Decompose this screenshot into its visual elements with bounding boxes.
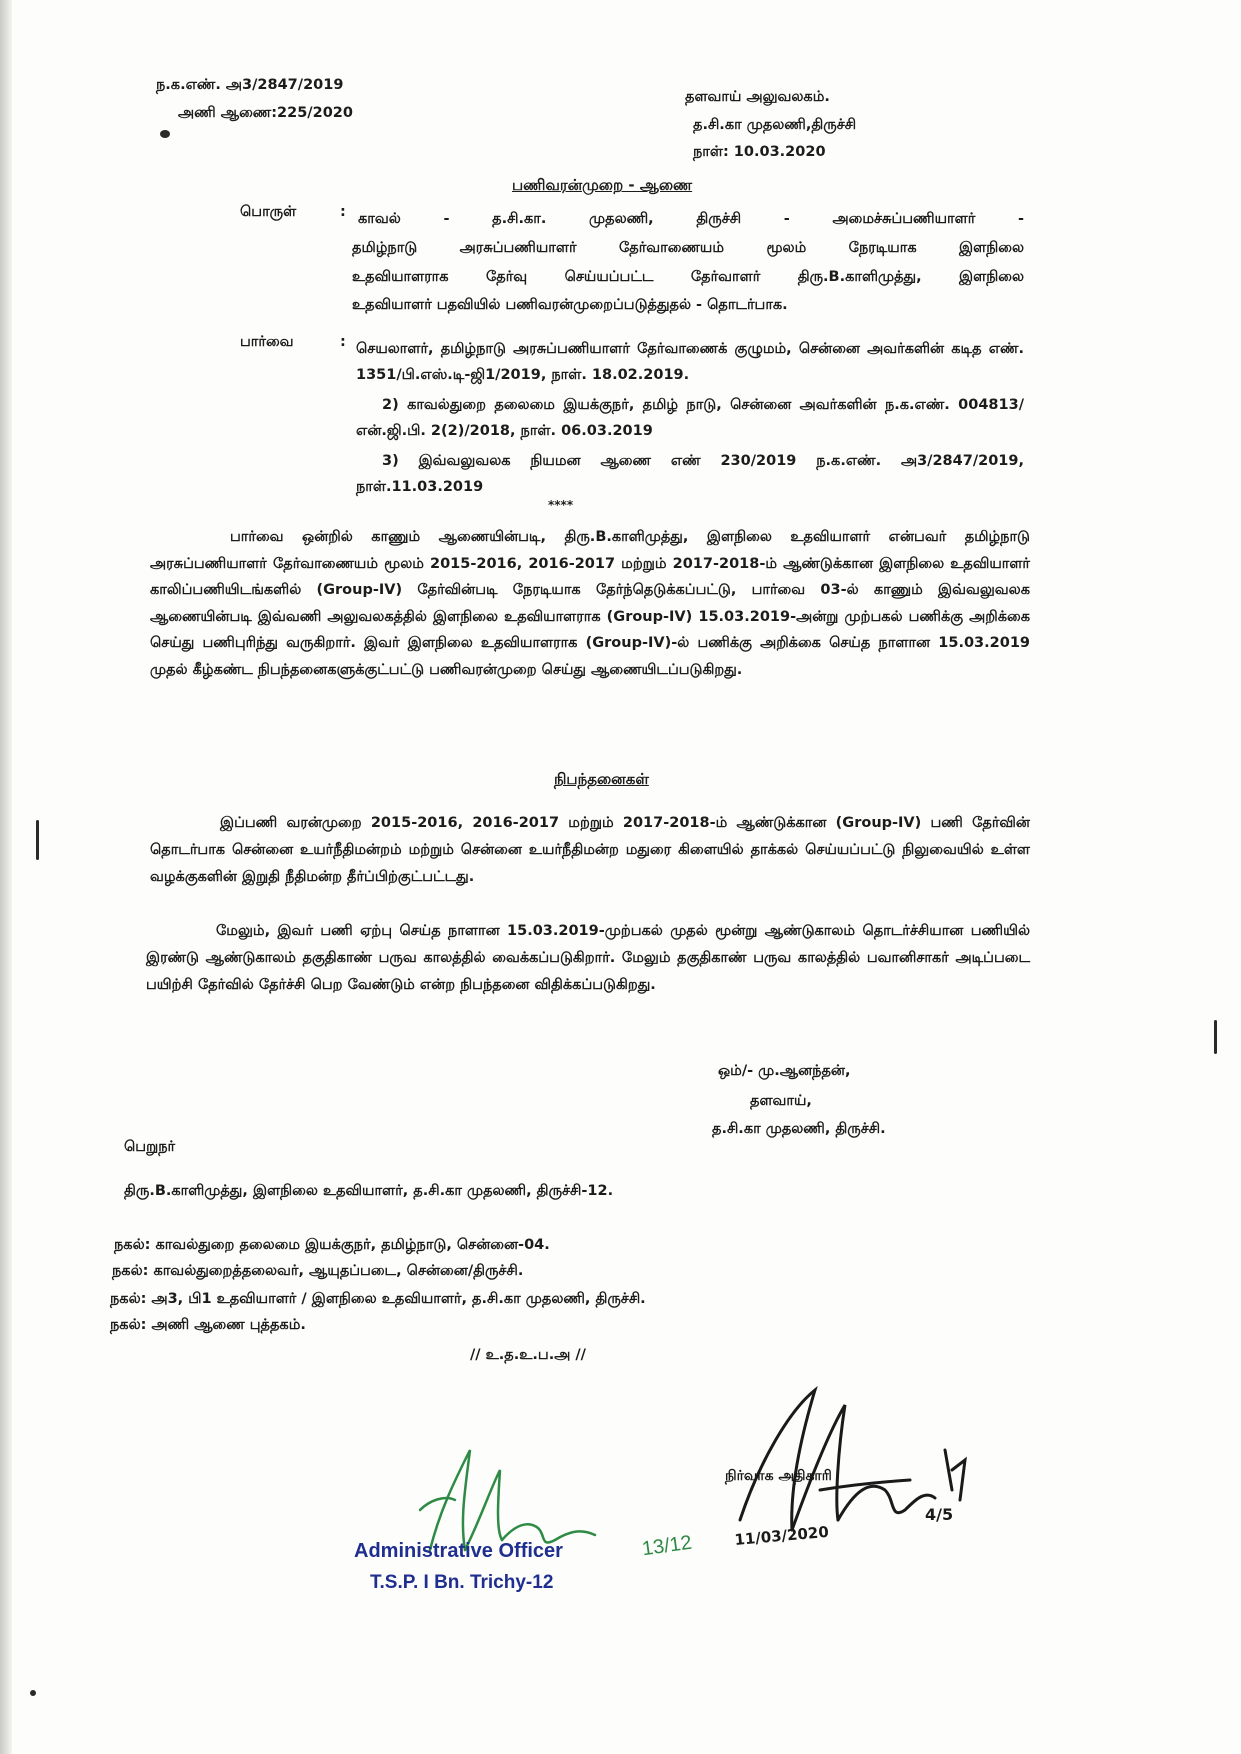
scan-speck	[1214, 1020, 1217, 1054]
copy-line: நகல்: அணி ஆணை புத்தகம்.	[110, 1317, 306, 1333]
copy-line: நகல்: அ3, பி1 உதவியாளர் / இளநிலை உதவியாளர், த.சி.கா முதலணி, திருச்சி.	[110, 1291, 646, 1307]
body-paragraph: பார்வை ஒன்றில் காணும் ஆணையின்படி, திரு.B.காளிமுத்து, இளநிலை உதவியாளர் என்பவர் தமிழ்நாடு அரசுப்பணியாளர் தேர்வாணையம் மூலம் 2015-2016, 2016-2017 மற்றும் 2017-2018-ம் ஆண்டுக்கான இளநிலை உதவியாளர் காலிப்பணியிடங்களில் (Group-IV) தேர்வின்படி நேரடியாக தேர்ந்தெடுக்கப்பட்டு, பார்வை 03-ல் காணும் இவ்வலுவலக ஆணையின்படி இவ்வணி அலுவலகத்தில் இளநிலை உதவியாளராக (Group-IV) 15.03.2019-அன்று முற்பகல் பணிக்கு அறிக்கை செய்து பணிபுரிந்து வருகிறார். இவர் இளநிலை உதவியாளராக (Group-IV)-ல் பணிக்கு அறிக்கை செய்த நாளான 15.03.2019 முதல் கீழ்கண்ட நிபந்தனைகளுக்குட்பட்டு பணிவரன்முறை செய்து ஆணையிடப்படுகிறது.	[150, 529, 1030, 678]
stamp-unit: T.S.P. I Bn. Trichy-12	[370, 1572, 554, 1593]
reference-item: 2) காவல்துறை தலைமை இயக்குநர், தமிழ் நாடு, சென்னை அவர்களின் ந.க.எண். 004813/என்.ஜி.பி. 2(2)/2018, நாள். 06.03.2019	[356, 397, 1024, 439]
scan-speck	[30, 1690, 36, 1696]
separator-stars: ****	[548, 498, 574, 512]
attestation-mark: // உ.த.உ.ப.அ //	[470, 1347, 586, 1363]
scan-speck	[36, 820, 39, 860]
signatory-designation: தளவாய்,	[750, 1093, 812, 1109]
officer-title-handwritten: நிர்வாக அதிகாரி	[725, 1468, 832, 1484]
document-title: பணிவரன்முறை - ஆணை	[512, 176, 693, 194]
reference-item: செயலாளர், தமிழ்நாடு அரசுப்பணியாளர் தேர்வாணைக் குழுமம், சென்னை அவர்களின் கடித எண். 1351/பி.எஸ்.டி-ஜி1/2019, நாள். 18.02.2019.	[356, 341, 1024, 383]
battalion-name: த.சி.கா முதலணி,திருச்சி	[693, 117, 857, 133]
officer-signature	[720, 1370, 980, 1570]
recipient-label: பெறுநர்	[124, 1139, 176, 1155]
copy-line: நகல்: காவல்துறை தலைமை இயக்குநர், தமிழ்நாடு, சென்னை-04.	[114, 1237, 550, 1253]
subject-line: தமிழ்நாடு அரசுப்பணியாளர் தேர்வாணையம் மூலம் நேரடியாக இளநிலை	[352, 240, 1024, 256]
stamp-handwritten-date: 13/12	[640, 1531, 694, 1561]
subject-label: பொருள்	[240, 204, 297, 220]
recipient-address: திரு.B.காளிமுத்து, இளநிலை உதவியாளர், த.சி.கா முதலணி, திருச்சி-12.	[124, 1183, 614, 1199]
conditions-heading: நிபந்தனைகள்	[554, 770, 649, 788]
signatory-name: ஒம்/- மு.ஆனந்தன்,	[718, 1063, 851, 1079]
condition-one: இப்பணி வரன்முறை 2015-2016, 2016-2017 மற்றும் 2017-2018-ம் ஆண்டுக்கான (Group-IV) பணி தேர்வின் தொடர்பாக சென்னை உயர்நீதிமன்றம் மற்றும் சென்னை உயர்நீதிமன்ற மதுரை கிளையில் தாக்கல் செய்யப்பட்டு நிலுவையில் உள்ள வழக்குகளின் இறுதி நீதிமன்ற தீர்ப்பிற்குட்பட்டது.	[150, 815, 1030, 885]
references-colon: :	[340, 334, 346, 350]
office-name: தளவாய் அலுவலகம்.	[685, 89, 830, 105]
order-number: அணி ஆணை:225/2020	[178, 105, 353, 121]
page-edge-shadow	[0, 0, 12, 1754]
subject-line: உதவியாளர் பதவியில் பணிவரன்முறைப்படுத்துதல் - தொடர்பாக.	[352, 297, 788, 313]
signatory-office: த.சி.கா முதலணி, திருச்சி.	[712, 1121, 886, 1137]
stamp-title: Administrative Officer	[354, 1540, 563, 1562]
reference-number: ந.க.எண். அ3/2847/2019	[156, 77, 344, 93]
references-label: பார்வை	[240, 334, 294, 350]
handwritten-date: 11/03/2020	[733, 1522, 830, 1549]
order-date: நாள்: 10.03.2020	[693, 144, 826, 160]
subject-colon: :	[340, 204, 346, 220]
copy-line: நகல்: காவல்துறைத்தலைவர், ஆயுதப்படை, சென்னை/திருச்சி.	[112, 1263, 524, 1279]
scan-speck	[160, 130, 170, 138]
condition-two: மேலும், இவர் பணி ஏற்பு செய்த நாளான 15.03.2019-முற்பகல் முதல் மூன்று ஆண்டுகாலம் தொடர்ச்சியான பணியில் இரண்டு ஆண்டுகாலம் தகுதிகாண் பருவ காலத்தில் வைக்கப்படுகிறார். மேலும் தகுதிகாண் பருவ காலத்தில் பவானிசாகர் அடிப்படை பயிற்சி தேர்வில் தேர்ச்சி பெற வேண்டும் என்ற நிபந்தனை விதிக்கப்படுகிறது.	[146, 923, 1030, 993]
reference-item: 3) இவ்வலுவலக நியமன ஆணை எண் 230/2019 ந.க.எண். அ3/2847/2019, நாள்.11.03.2019	[356, 453, 1024, 495]
handwritten-mark: 4/5	[925, 1505, 954, 1524]
subject-line: காவல் - த.சி.கா. முதலணி, திருச்சி - அமைச்சுப்பணியாளர் -	[358, 211, 1024, 227]
subject-line: உதவியாளராக தேர்வு செய்யப்பட்ட தேர்வாளர் திரு.B.காளிமுத்து, இளநிலை	[352, 269, 1024, 285]
